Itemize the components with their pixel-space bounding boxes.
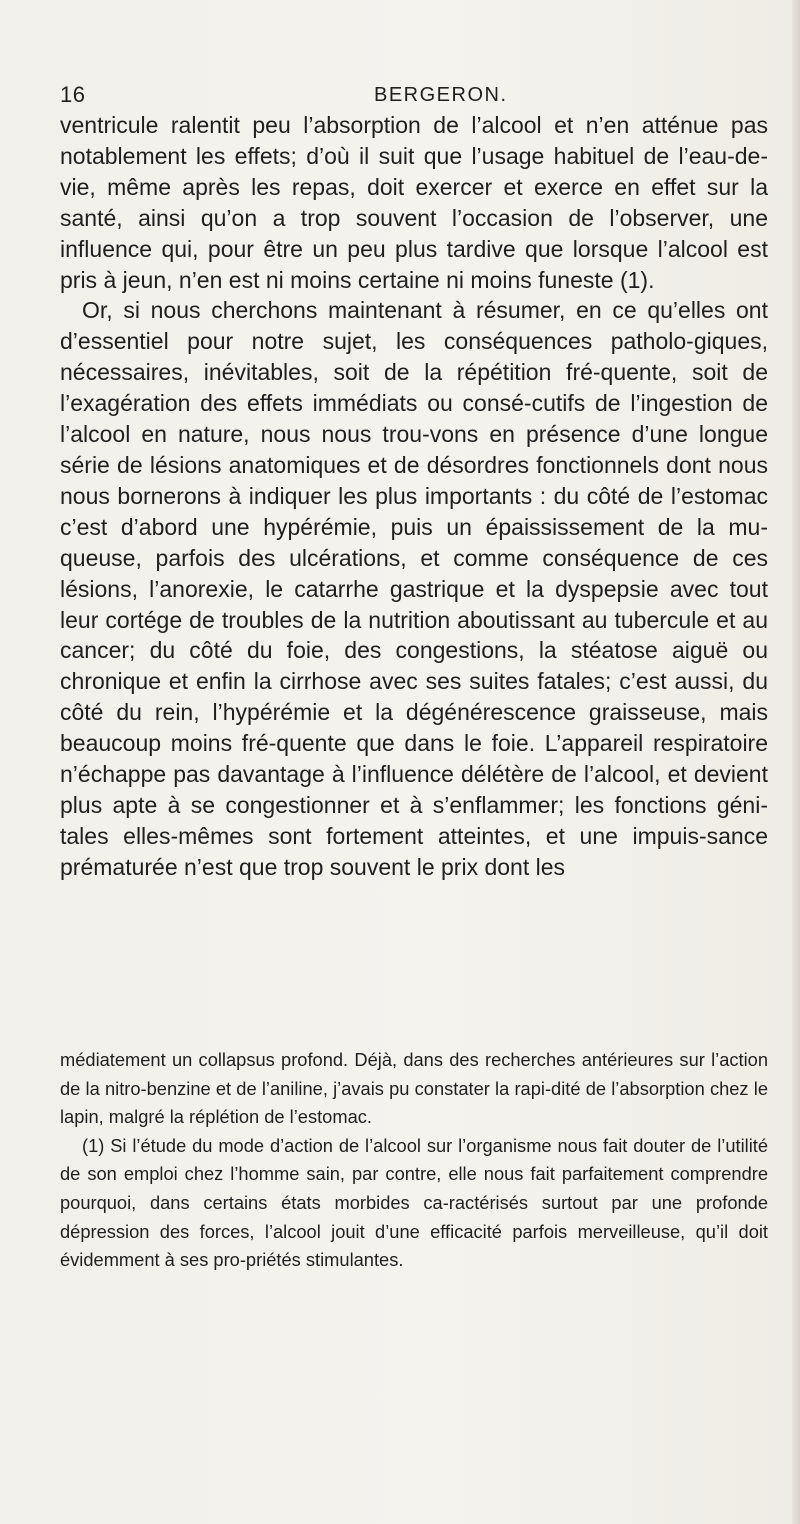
footnote-continued: médiatement un collapsus profond. Déjà, dans des recherches antérieures sur l’action de la nitro-benzine et de l’aniline, j’avais pu constater la rapi-dité de l’absorption chez le lapin, malgré la réplétion de l’estomac. bbox=[60, 1049, 768, 1128]
page-edge-shadow bbox=[792, 0, 800, 1524]
paragraph-continued: ventricule ralentit peu l’absorption de l’alcool et n’en atténue pas notablement les effets; d’où il suit que l’usage habituel de l’eau-de-vie, même après les repas, doit exercer et exerce en effet sur la santé, ainsi qu’on a trop souvent l’occasion de l’observer, une influence qui, pour être un peu plus tardive que lorsque l’alcool est pris à jeun, n’en est ni moins certaine ni moins funeste (1). bbox=[60, 112, 768, 293]
footnotes bbox=[60, 1046, 768, 1275]
running-head: BERGERON. bbox=[374, 84, 508, 106]
main-text bbox=[60, 110, 768, 883]
page-number: 16 bbox=[60, 82, 86, 107]
paragraph-main: Or, si nous cherchons maintenant à résumer, en ce qu’elles ont d’essentiel pour notre sujet, les conséquences patholo-giques, nécessaires, inévitables, soit de la répétition fré-quente, soit de l’exagération des effets immédiats ou consé-cutifs de l’ingestion de l’alcool en nature, nous nous trou-vons en présence d’une longue série de lésions anatomiques et de désordres fonctionnels dont nous nous bornerons à indiquer les plus importants : du côté de l’estomac c’est d’abord une hypérémie, puis un épaississement de la mu-queuse, parfois des ulcérations, et comme conséquence de ces lésions, l’anorexie, le catarrhe gastrique et la dyspepsie avec tout leur cortége de troubles de la nutrition aboutissant au tubercule et au cancer; du côté du foie, des congestions, la stéatose aiguë ou chronique et enfin la cirrhose avec ses suites fatales; c’est aussi, du côté du rein, l’hypérémie et la dégénérescence graisseuse, mais beaucoup moins fré-quente que dans le foie. L’appareil respiratoire n’échappe pas davantage à l’influence délétère de l’alcool, et devient plus apte à se congestionner et à s’enflammer; les fonctions géni-tales elles-mêmes sont fortement atteintes, et une impuis-sance prématurée n’est que trop souvent le prix dont les bbox=[60, 297, 768, 880]
footnote-1: (1) Si l’étude du mode d’action de l’alcool sur l’organisme nous fait douter de l’utilité de son emploi chez l’homme sain, par contre, elle nous fait parfaitement comprendre pourquoi, dans certains états morbides ca-ractérisés surtout par une profonde dépression des forces, l’alcool jouit d’une efficacité parfois merveilleuse, qu’il doit évidemment à ses pro-priétés stimulantes. bbox=[60, 1134, 768, 1271]
